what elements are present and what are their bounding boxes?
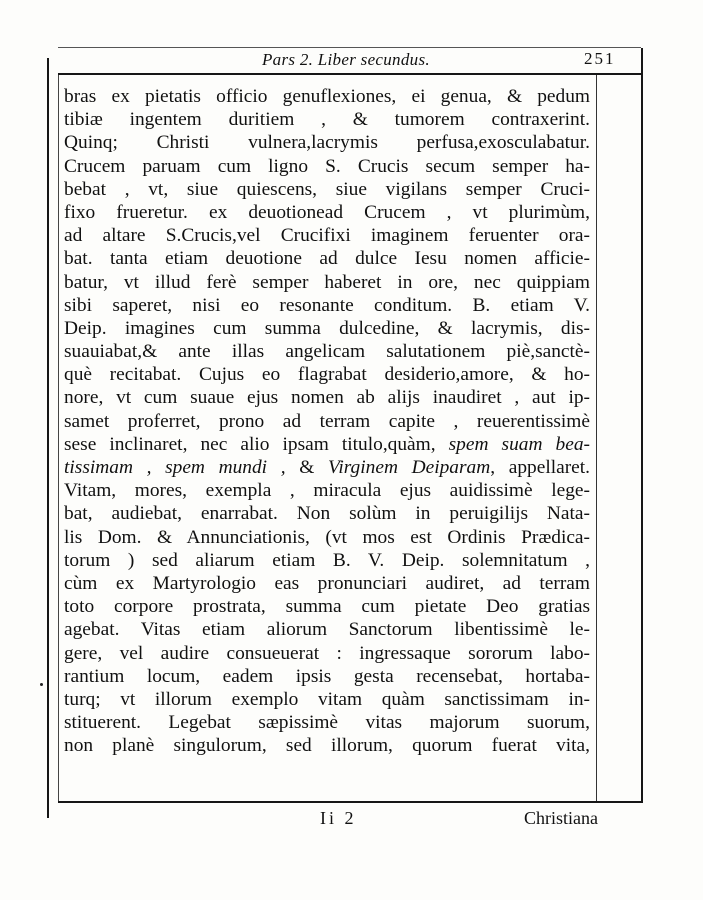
- text-line: Vitam, mores, exempla , miracula ejus auidissimè lege-: [64, 480, 590, 502]
- text-line: què recitabat. Cujus eo flagrabat desiderio,amore, & ho-: [64, 364, 590, 386]
- text-line: sibi saperet, nisi eo resonante conditum. B. etiam V.: [64, 294, 590, 316]
- signature-mark: Ii 2: [320, 808, 357, 828]
- text-line: rantium locum, eadem ipsis gesta recensebat, hortaba-: [64, 665, 590, 687]
- header-top-rule: [58, 47, 641, 48]
- text-line: bras ex pietatis officio genuflexiones, ei genua, & pedum: [64, 86, 590, 107]
- text-line-mixed: tissimam , spem mundi , & Virginem Deiparam, appellaret.: [64, 457, 590, 478]
- text-line: turq; vt illorum exemplo vitam quàm sanctissimam in-: [64, 688, 590, 710]
- text-line: bat, audiebat, enarrabat. Non solùm in peruigilijs Nata-: [64, 503, 590, 525]
- page-number: 251: [584, 49, 616, 68]
- text-line: non planè singulorum, sed illorum, quorum fuerat vita,: [64, 735, 590, 757]
- text-line: ad altare S.Crucis,vel Crucifixi imaginem feruenter ora-: [64, 225, 590, 247]
- running-head: Pars 2. Liber secundus.: [262, 50, 430, 69]
- footer-rule: [58, 801, 641, 803]
- italic-phrase: Virginem Deiparam: [327, 457, 491, 478]
- text-line: nore, vt cum suaue ejus nomen ab alijs inaudiret , aut ip-: [64, 387, 590, 409]
- left-frame-rule: [47, 58, 49, 818]
- text-line: bat. tanta etiam deuotione ad dulce Iesu nomen afficie-: [64, 248, 590, 270]
- text-line: torum ) sed aliarum etiam B. V. Deip. solemnitatum ,: [64, 549, 590, 571]
- text-line: lis Dom. & Annunciationis, (vt mos est Ordinis Prædica-: [64, 526, 590, 548]
- catchword: Christiana: [524, 808, 598, 828]
- text-line: stituerent. Legebat sæpissimè vitas majorum suorum,: [64, 712, 590, 734]
- text-line: gere, vel audire consueuerat : ingressaque sororum labo-: [64, 642, 590, 664]
- text-line: fixo frueretur. ex deuotionead Crucem , vt plurimùm,: [64, 201, 590, 223]
- body-text: [64, 85, 590, 757]
- right-frame-rule: [641, 48, 643, 803]
- text-line: bebat , vt, siue quiescens, siue vigilans semper Cruci-: [64, 178, 590, 200]
- right-inner-rule: [596, 75, 597, 801]
- text-line: Quinq; Christi vulnera,lacrymis perfusa,exosculabatur.: [64, 132, 590, 154]
- text-line: agebat. Vitas etiam aliorum Sanctorum libentissimè le-: [64, 619, 590, 641]
- text-line: toto corpore prostrata, summa cum pietate Deo gratias: [64, 596, 590, 618]
- text-line: cùm ex Martyrologio eas pronunciari audiret, ad terram: [64, 572, 590, 594]
- header-rule: [58, 73, 641, 75]
- text-line: tibiæ ingentem duritiem , & tumorem contraxerint.: [64, 109, 590, 131]
- text-line: batur, vt illud ferè semper haberet in ore, nec quippiam: [64, 271, 590, 293]
- text-line: Crucem paruam cum ligno S. Crucis secum semper ha-: [64, 155, 590, 177]
- text-segment: sese inclinaret, nec alio ipsam titulo,quàm,: [64, 433, 436, 455]
- text-line: suauiabat,& ante illas angelicam salutationem piè,sanctè-: [64, 341, 590, 363]
- text-line: samet proferret, prono ad terram capite , reuerentissimè: [64, 410, 590, 432]
- text-line: Deip. imagines cum summa dulcedine, & lacrymis, dis-: [64, 317, 590, 339]
- text-line-mixed: [64, 433, 590, 456]
- italic-phrase: tissimam , spem mundi ,: [64, 457, 286, 478]
- left-inner-rule: [58, 75, 59, 801]
- ink-speck: [40, 683, 43, 686]
- italic-phrase: spem suam bea-: [448, 433, 590, 455]
